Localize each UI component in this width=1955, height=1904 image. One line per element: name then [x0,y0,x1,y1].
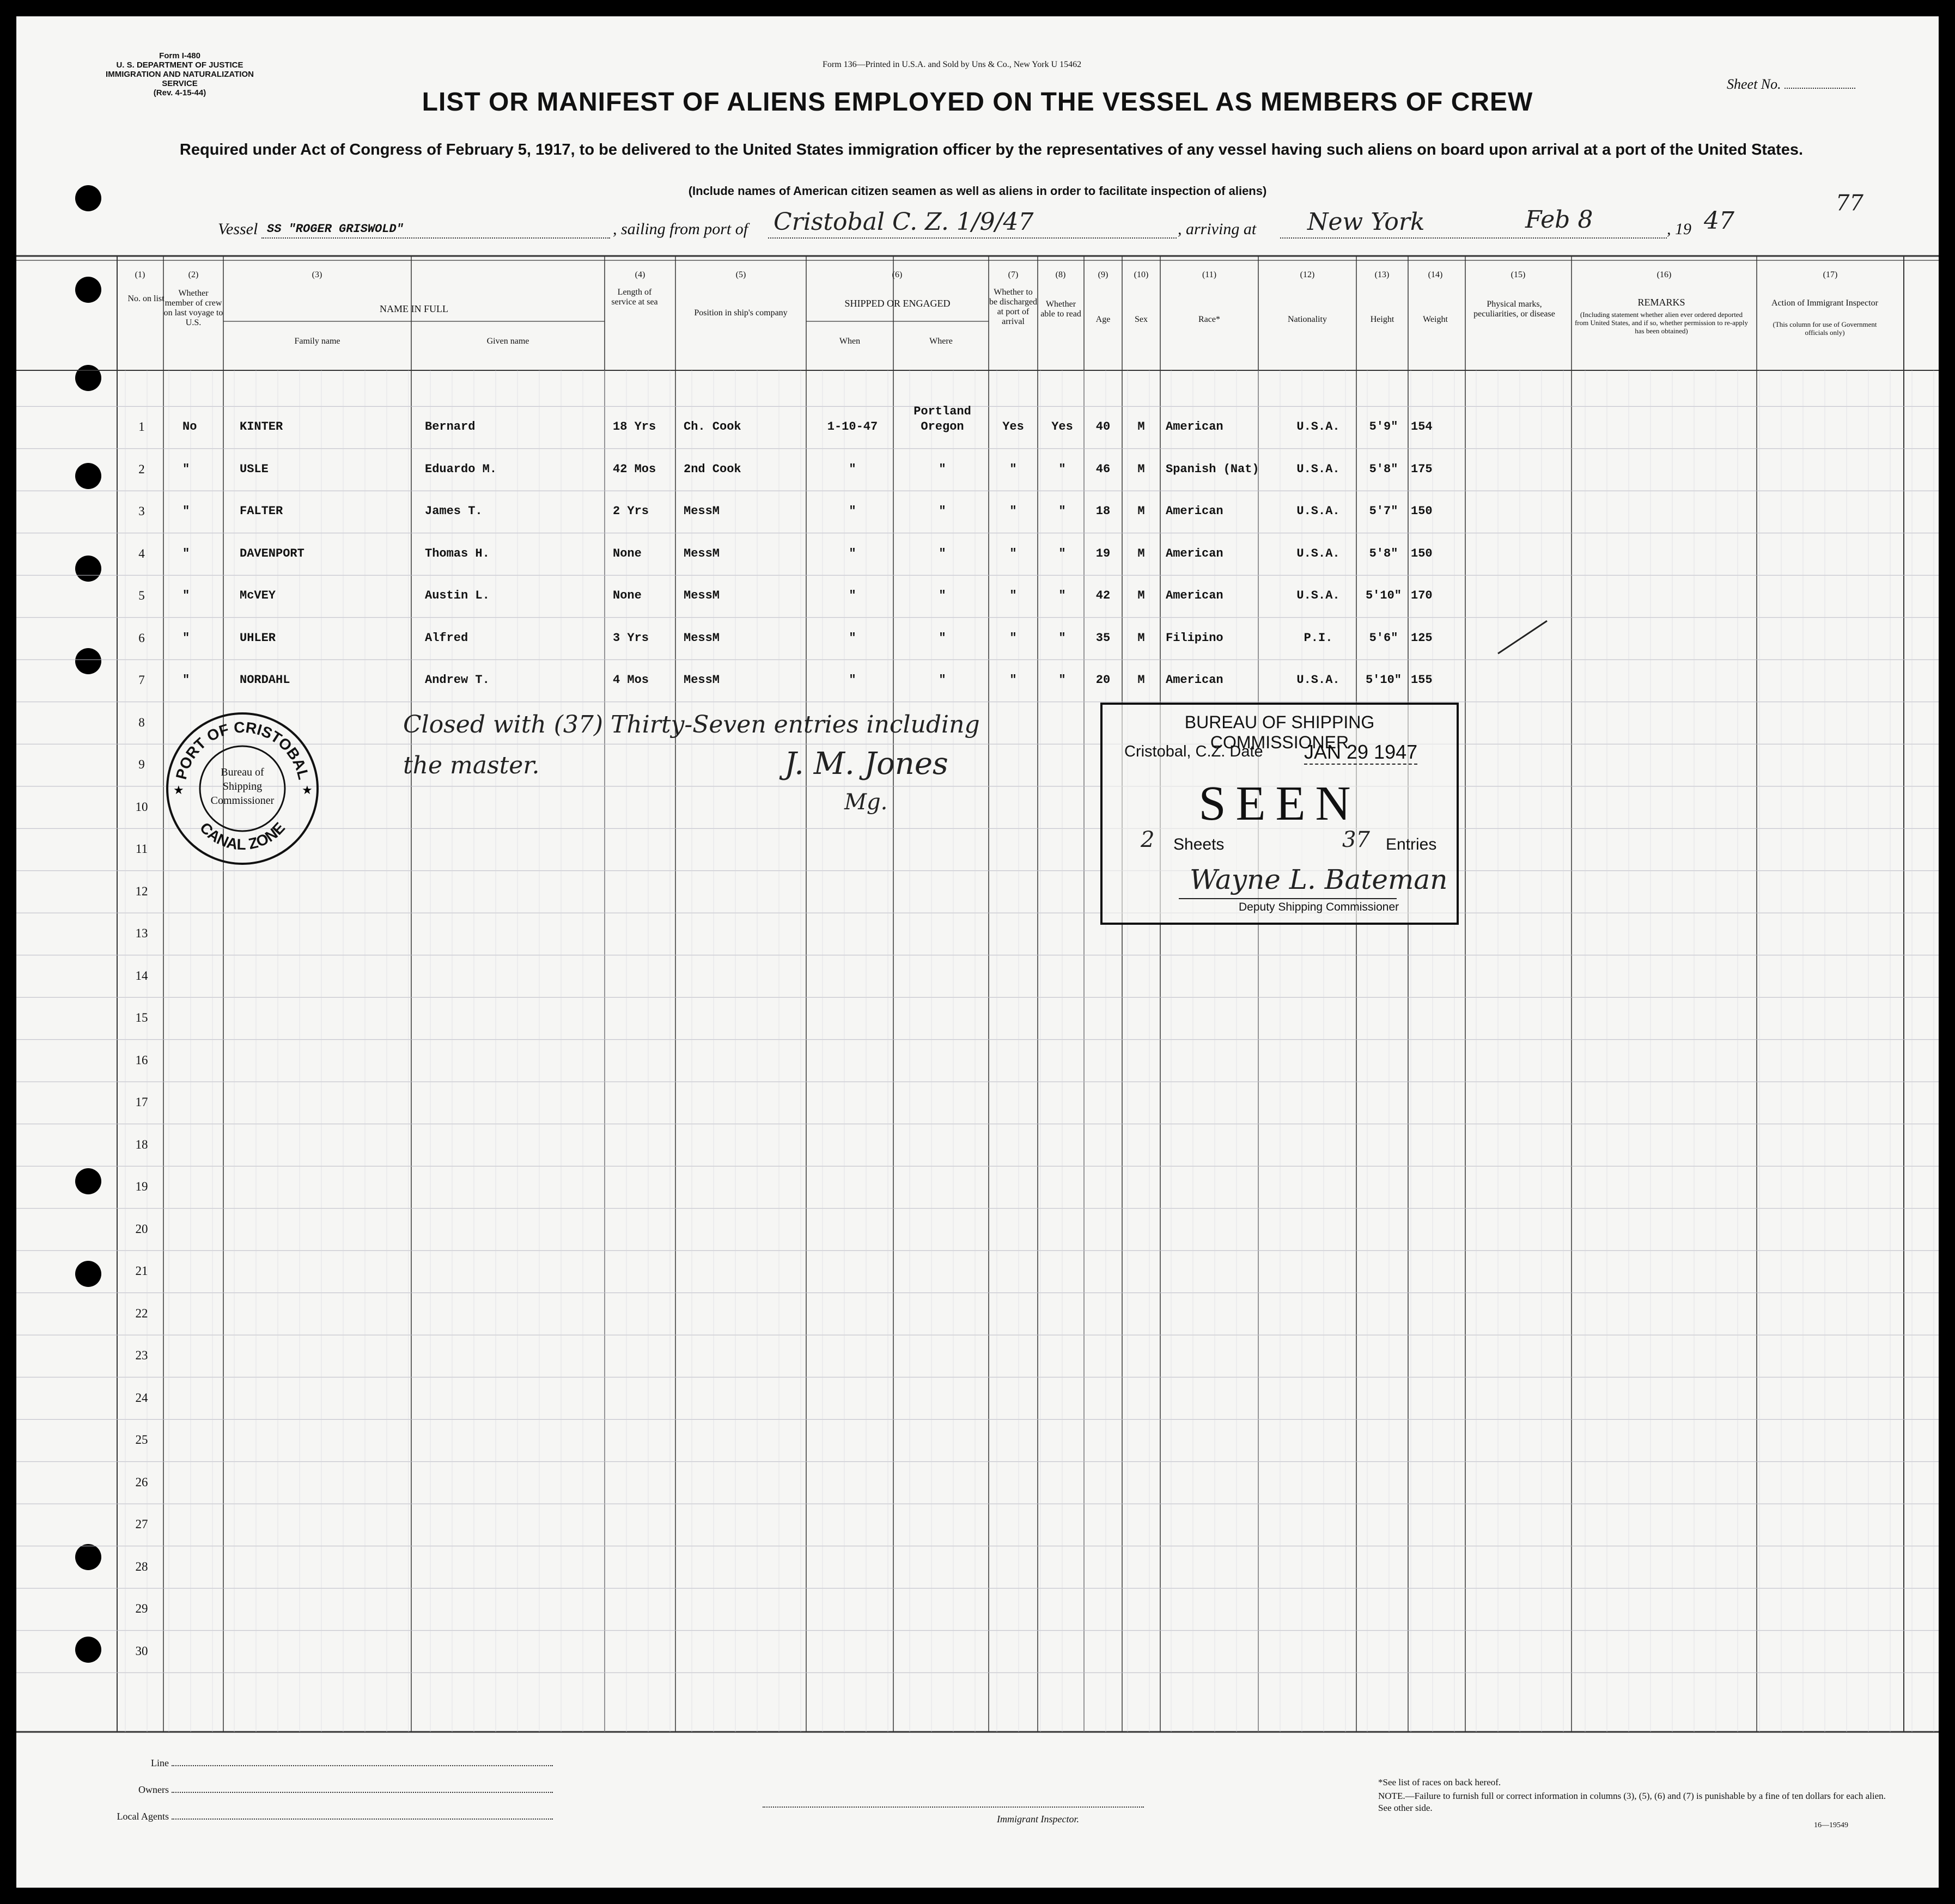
prev-voyage-cell: " [182,589,190,602]
position-cell: Ch. Cook [684,420,741,434]
weight-cell: 170 [1411,589,1433,602]
given-name-cell: Eduardo M. [425,462,497,476]
stamp-center-line: Shipping [222,780,263,792]
svg-text:★: ★ [302,784,313,797]
department: U. S. DEPARTMENT OF JUSTICE [116,60,243,70]
column-number: (10) [1134,270,1149,279]
family-name-cell: FALTER [240,504,283,518]
line-number: 12 [135,884,148,898]
sex-cell: M [1137,504,1145,518]
column-number: (3) [312,270,322,279]
age-cell: 20 [1095,673,1111,687]
discharged-cell: " [1009,504,1017,518]
discharged-cell: " [1009,631,1017,645]
line-number: 23 [135,1348,148,1362]
column-number: (8) [1055,270,1066,279]
row-number: 6 [138,631,145,645]
position-cell: 2nd Cook [684,462,741,476]
line-number: 20 [135,1222,148,1236]
header-discharged: Whether to be discharged at port of arrival [989,288,1038,326]
arriving-port: New York [1307,208,1425,236]
line-number: 15 [135,1011,148,1024]
service-length-cell: 2 Yrs [613,504,649,518]
given-name-cell: Thomas H. [425,546,490,560]
corner-number: 77 [1836,191,1863,216]
age-cell: 18 [1095,504,1111,518]
shipped-where-cell: " [939,673,946,687]
seen-place: Cristobal, C.Z. Date [1124,743,1263,760]
column-number: (4) [635,270,645,279]
header-weight: Weight [1423,315,1448,324]
header-height: Height [1370,315,1394,324]
header-inspector-sub: (This column for use of Government officials only) [1773,320,1877,337]
race-cell: American [1166,504,1223,518]
manifest-sheet [16,16,1939,1888]
seen-signature: Wayne L. Bateman [1190,864,1448,895]
family-name-cell: USLE [240,462,269,476]
line-number: 21 [135,1264,148,1278]
shipped-where-line1: Portland [913,405,971,418]
service: IMMIGRATION AND NATURALIZATION SERVICE [106,70,254,88]
service-length-cell: None [613,546,642,560]
pen-mark [1487,615,1552,659]
race-cell: Spanish (Nat) [1166,462,1259,476]
sex-cell: M [1137,546,1145,560]
column-number: (15) [1511,270,1526,279]
header-previous-voyage: Whether member of crew on last voyage to U.S. [163,289,223,327]
inspector-signature-line [763,1805,1144,1808]
age-cell: 35 [1095,631,1111,645]
line-number: 13 [135,926,148,940]
footer-inspector-label: Immigrant Inspector. [997,1814,1079,1824]
discharged-cell: " [1009,546,1017,560]
seen-signer-title: Deputy Shipping Commissioner [1239,901,1399,913]
shipped-where-cell: " [939,589,946,602]
row-number: 4 [138,546,145,560]
printer-line: Form 136—Printed in U.S.A. and Sold by Uns & Co., New York U 15462 [823,60,1082,69]
stamp-ring-top: PORT OF CRISTOBAL [172,718,313,782]
position-cell: MessM [684,631,720,645]
position-cell: MessM [684,504,720,518]
seen-entries-label: Entries [1386,835,1437,853]
vessel-label: Vessel [218,220,258,238]
seen-sheets-label: Sheets [1173,835,1225,853]
header-sex: Sex [1135,315,1148,324]
column-number: (11) [1202,270,1217,279]
prev-voyage-cell: " [182,462,190,476]
height-cell: 5'7" [1369,504,1398,518]
height-cell: 5'8" [1369,462,1398,476]
able-to-read-cell: " [1058,462,1066,476]
sex-cell: M [1137,631,1145,645]
header-shipped-engaged: SHIPPED OR ENGAGED [844,298,951,309]
races-note: *See list of races on back hereof. [1378,1777,1501,1787]
family-name-cell: NORDAHL [240,673,290,687]
include-note: (Include names of American citizen seamen as well as aliens in order to facilitate inspection of aliens) [688,184,1267,198]
nationality-cell: U.S.A. [1296,420,1340,434]
shipped-when-cell: " [849,631,856,645]
column-number: (9) [1098,270,1109,279]
given-name-cell: Austin L. [425,589,490,602]
footer-agents-field [98,1811,572,1822]
header-race: Race* [1198,315,1220,324]
line-number: 27 [135,1517,148,1531]
seen-sheets-value: 2 [1141,827,1155,852]
revision: (Rev. 4-15-44) [153,88,206,97]
header-no-on-list: No. on list [127,294,165,303]
form-number: Form I-480 [159,51,200,60]
header-able-to-read: Whether able to read [1040,300,1081,319]
column-number: (6) [892,270,903,279]
vessel-name: SS "ROGER GRISWOLD" [267,222,404,236]
given-name-cell: Bernard [425,420,476,434]
subtitle: Required under Act of Congress of February 5, 1917, to be delivered to the United States immigration officer by the representatives of any vessel having such aliens on board upon arrival at a port of the United States. [179,141,1804,158]
race-cell: American [1166,589,1223,602]
sex-cell: M [1137,673,1145,687]
header-physical-marks: Physical marks, peculiarities, or disease [1473,300,1555,319]
height-cell: 5'6" [1369,631,1398,645]
line-number: 9 [138,758,145,771]
prev-voyage-cell: No [182,420,197,434]
sheet-number-label: Sheet No. [1727,76,1781,92]
line-number: 25 [135,1433,148,1447]
discharged-cell: " [1009,589,1017,602]
column-number: (16) [1656,270,1672,279]
able-to-read-cell: " [1058,504,1066,518]
arrival-date: Feb 8 [1525,206,1593,234]
shipped-where-cell: " [939,631,946,645]
year-prefix: , 19 [1667,220,1691,238]
shipped-when-cell: 1-10-47 [827,420,878,434]
height-cell: 5'9" [1369,420,1398,434]
seen-word: SEEN [1198,777,1361,831]
service-length-cell: 18 Yrs [613,420,656,434]
family-name-cell: DAVENPORT [240,546,304,560]
sex-cell: M [1137,589,1145,602]
header-nationality: Nationality [1288,315,1327,324]
line-number: 8 [138,715,145,729]
column-number: (5) [735,270,746,279]
weight-cell: 125 [1411,631,1433,645]
sailing-label: , sailing from port of [613,220,748,238]
line-number: 30 [135,1644,148,1658]
stamp-ring-bottom: CANAL ZONE [196,819,289,853]
header-remarks-sub: (Including statement whether alien ever ordered deported from United States, and if so, whether permission to re-apply has been obtained) [1574,310,1749,335]
footer-line-field [109,1757,572,1769]
line-number: 16 [135,1053,148,1067]
service-length-cell: 4 Mos [613,673,649,687]
line-number: 10 [135,800,148,814]
seen-date: JAN 29 1947 [1304,741,1417,765]
svg-text:★: ★ [173,784,184,797]
position-cell: MessM [684,589,720,602]
nationality-cell: P.I. [1304,631,1333,645]
able-to-read-cell: " [1058,631,1066,645]
header-when: When [839,337,861,346]
height-cell: 5'10" [1365,673,1402,687]
race-cell: American [1166,673,1223,687]
sex-cell: M [1137,420,1145,434]
service-length-cell: 3 Yrs [613,631,649,645]
footer-line-label: Line [151,1757,169,1768]
able-to-read-cell: " [1058,589,1066,602]
shipped-when-cell: " [849,673,856,687]
svg-text:CANAL ZONE [197,819,288,853]
able-to-read-cell: " [1058,546,1066,560]
footer-owners-field [109,1784,572,1796]
row-number: 2 [138,462,145,476]
weight-cell: 155 [1411,673,1433,687]
footer-agents-label: Local Agents [117,1811,169,1822]
master-signature: J. M. Jones [784,746,948,782]
given-name-cell: James T. [425,504,483,518]
line-number: 22 [135,1306,148,1320]
column-number: (2) [188,270,199,279]
seen-entries-value: 37 [1342,827,1370,852]
penalty-note: NOTE.—Failure to furnish full or correct information in columns (3), (5), (6) and (7) is punishable by a fine of ten dollars for each alien. See other side. [1378,1791,1886,1813]
line-number: 24 [135,1390,148,1405]
age-cell: 19 [1095,546,1111,560]
header-remarks: REMARKS [1637,297,1685,308]
shipped-where-cell: " [939,462,946,476]
shipped-where-cell: " [939,504,946,518]
nationality-cell: U.S.A. [1296,589,1340,602]
nationality-cell: U.S.A. [1296,462,1340,476]
position-cell: MessM [684,546,720,560]
sailing-port: Cristobal C. Z. 1/9/47 [774,208,1034,236]
column-number: (17) [1823,270,1838,279]
age-cell: 42 [1095,589,1111,602]
line-number: 11 [135,842,148,856]
header-age: Age [1095,315,1111,324]
family-name-cell: UHLER [240,631,276,645]
header-position: Position in ship's company [694,308,788,318]
stamp-center-line: Commissioner [210,795,275,807]
race-cell: Filipino [1166,631,1223,645]
header-inspector-action: Action of Immigrant Inspector [1771,298,1878,308]
family-name-cell: KINTER [240,420,283,434]
prev-voyage-cell: " [182,546,190,560]
header-given-name: Given name [486,337,529,346]
discharged-cell: " [1009,673,1017,687]
form-code: 16—19549 [1814,1821,1848,1829]
row-number: 3 [138,504,145,518]
discharged-cell: Yes [1002,420,1024,434]
service-length-cell: 42 Mos [613,462,656,476]
able-to-read-cell: " [1058,673,1066,687]
seen-stamp [1100,703,1459,925]
column-number: (1) [135,270,145,279]
weight-cell: 175 [1411,462,1433,476]
footer-owners-label: Owners [138,1784,169,1795]
prev-voyage-cell: " [182,673,190,687]
header-name-in-full: NAME IN FULL [380,303,448,314]
age-cell: 46 [1095,462,1111,476]
shipped-where-cell: Oregon [921,420,964,434]
line-number: 17 [135,1095,148,1109]
row-number: 5 [138,589,145,602]
seen-heading: BUREAU OF SHIPPING COMMISSIONER [1184,712,1375,752]
column-number: (14) [1428,270,1443,279]
line-number: 28 [135,1559,148,1573]
stamp-center-line: Bureau of [221,766,264,778]
shipped-when-cell: " [849,589,856,602]
column-number: (13) [1374,270,1390,279]
discharged-cell: " [1009,462,1017,476]
given-name-cell: Andrew T. [425,673,490,687]
stamp-center [202,765,283,808]
row-number: 1 [138,420,145,434]
family-name-cell: McVEY [240,589,276,602]
nationality-cell: U.S.A. [1296,673,1340,687]
shipped-where-cell: " [939,546,946,560]
line-number: 29 [135,1602,148,1615]
weight-cell: 150 [1411,504,1433,518]
port-of-cristobal-stamp [163,708,321,866]
prev-voyage-cell: " [182,504,190,518]
position-cell: MessM [684,673,720,687]
height-cell: 5'10" [1365,589,1402,602]
weight-cell: 154 [1411,420,1433,434]
line-number: 26 [135,1475,148,1489]
header-family-name: Family name [294,337,340,346]
prev-voyage-cell: " [182,631,190,645]
column-number: (7) [1008,270,1019,279]
closing-note-line1: Closed with (37) Thirty-Seven entries including [403,711,980,739]
header-length-of-service: Length of service at sea [611,288,658,307]
sex-cell: M [1137,462,1145,476]
weight-cell: 150 [1411,546,1433,560]
column-number: (12) [1300,270,1315,279]
age-cell: 40 [1095,420,1111,434]
given-name-cell: Alfred [425,631,468,645]
race-cell: American [1166,420,1223,434]
year-suffix: 47 [1704,207,1734,235]
row-number: 7 [138,673,145,687]
service-length-cell: None [613,589,642,602]
nationality-cell: U.S.A. [1296,546,1340,560]
height-cell: 5'8" [1369,546,1398,560]
race-cell: American [1166,546,1223,560]
line-number: 18 [135,1137,148,1151]
shipped-when-cell: " [849,546,856,560]
header-where: Where [929,337,953,346]
shipped-when-cell: " [849,504,856,518]
line-number: 14 [135,968,148,982]
arriving-label: , arriving at [1178,220,1257,238]
master-signature-suffix: Mg. [844,790,888,815]
shipped-when-cell: " [849,462,856,476]
line-number: 19 [135,1180,148,1193]
nationality-cell: U.S.A. [1296,504,1340,518]
able-to-read-cell: Yes [1051,420,1073,434]
closing-note-line2: the master. [403,752,540,779]
page-title: LIST OR MANIFEST OF ALIENS EMPLOYED ON THE VESSEL AS MEMBERS OF CREW [422,88,1533,117]
